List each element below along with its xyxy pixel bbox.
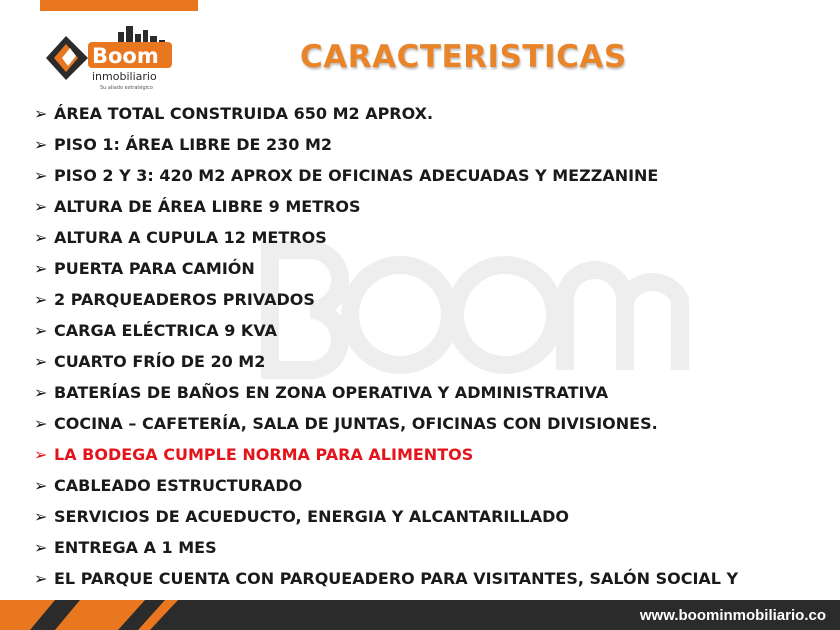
arrow-bullet-icon: ➢ (34, 104, 48, 123)
feature-item (34, 129, 834, 160)
arrow-bullet-icon: ➢ (34, 166, 48, 185)
arrow-bullet-icon: ➢ (34, 290, 48, 309)
feature-list (34, 98, 834, 625)
feature-item (34, 315, 834, 346)
feature-text: ALTURA DE ÁREA LIBRE 9 METROS (54, 197, 361, 216)
feature-text: ÁREA TOTAL CONSTRUIDA 650 M2 APROX. (54, 104, 434, 123)
feature-item (34, 222, 834, 253)
feature-item (34, 439, 834, 470)
logo-subtitle: inmobiliario (92, 70, 157, 83)
page-title: CARACTERISTICAS (300, 38, 627, 75)
arrow-bullet-icon: ➢ (34, 414, 48, 433)
arrow-bullet-icon: ➢ (34, 321, 48, 340)
feature-item (34, 284, 834, 315)
feature-text: SERVICIOS DE ACUEDUCTO, ENERGIA Y ALCANTARILLADO (54, 507, 569, 526)
arrow-bullet-icon: ➢ (34, 476, 48, 495)
arrow-bullet-icon: ➢ (34, 197, 48, 216)
arrow-bullet-icon: ➢ (34, 135, 48, 154)
feature-text: PISO 1: ÁREA LIBRE DE 230 M2 (54, 135, 333, 154)
feature-item (34, 532, 834, 563)
feature-item (34, 253, 834, 284)
feature-text: BATERÍAS DE BAÑOS EN ZONA OPERATIVA Y ADMINISTRATIVA (54, 383, 609, 402)
arrow-bullet-icon: ➢ (34, 507, 48, 526)
feature-item (34, 501, 834, 532)
feature-item (34, 470, 834, 501)
logo-brand: Boom (92, 44, 159, 68)
feature-text: CUARTO FRÍO DE 20 M2 (54, 352, 266, 371)
feature-item (34, 408, 834, 439)
footer-url[interactable]: www.boominmobiliario.co (639, 607, 826, 624)
feature-text: LA BODEGA CUMPLE NORMA PARA ALIMENTOS (54, 445, 474, 464)
arrow-bullet-icon: ➢ (34, 352, 48, 371)
feature-text: CABLEADO ESTRUCTURADO (54, 476, 303, 495)
feature-item (34, 377, 834, 408)
feature-text: 2 PARQUEADEROS PRIVADOS (54, 290, 315, 309)
arrow-bullet-icon: ➢ (34, 445, 48, 464)
top-accent-bar (40, 0, 198, 11)
arrow-bullet-icon: ➢ (34, 538, 48, 557)
feature-text: ALTURA A CUPULA 12 METROS (54, 228, 327, 247)
arrow-bullet-icon: ➢ (34, 383, 48, 402)
feature-item (34, 191, 834, 222)
feature-item (34, 346, 834, 377)
feature-item (34, 160, 834, 191)
feature-text: EL PARQUE CUENTA CON PARQUEADERO PARA VISITANTES, SALÓN SOCIAL Y (54, 569, 739, 588)
feature-text: COCINA – CAFETERÍA, SALA DE JUNTAS, OFICINAS CON DIVISIONES. (54, 414, 658, 433)
boom-logo (40, 22, 200, 102)
feature-text: PISO 2 Y 3: 420 M2 APROX DE OFICINAS ADECUADAS Y MEZZANINE (54, 166, 659, 185)
arrow-bullet-icon: ➢ (34, 259, 48, 278)
feature-text: ENTREGA A 1 MES (54, 538, 217, 557)
feature-text: PUERTA PARA CAMIÓN (54, 259, 255, 278)
feature-text: CARGA ELÉCTRICA 9 KVA (54, 321, 277, 340)
feature-item (34, 98, 834, 129)
arrow-bullet-icon: ➢ (34, 569, 48, 588)
arrow-bullet-icon: ➢ (34, 228, 48, 247)
logo-tagline: Su aliado estratégico (100, 85, 153, 91)
